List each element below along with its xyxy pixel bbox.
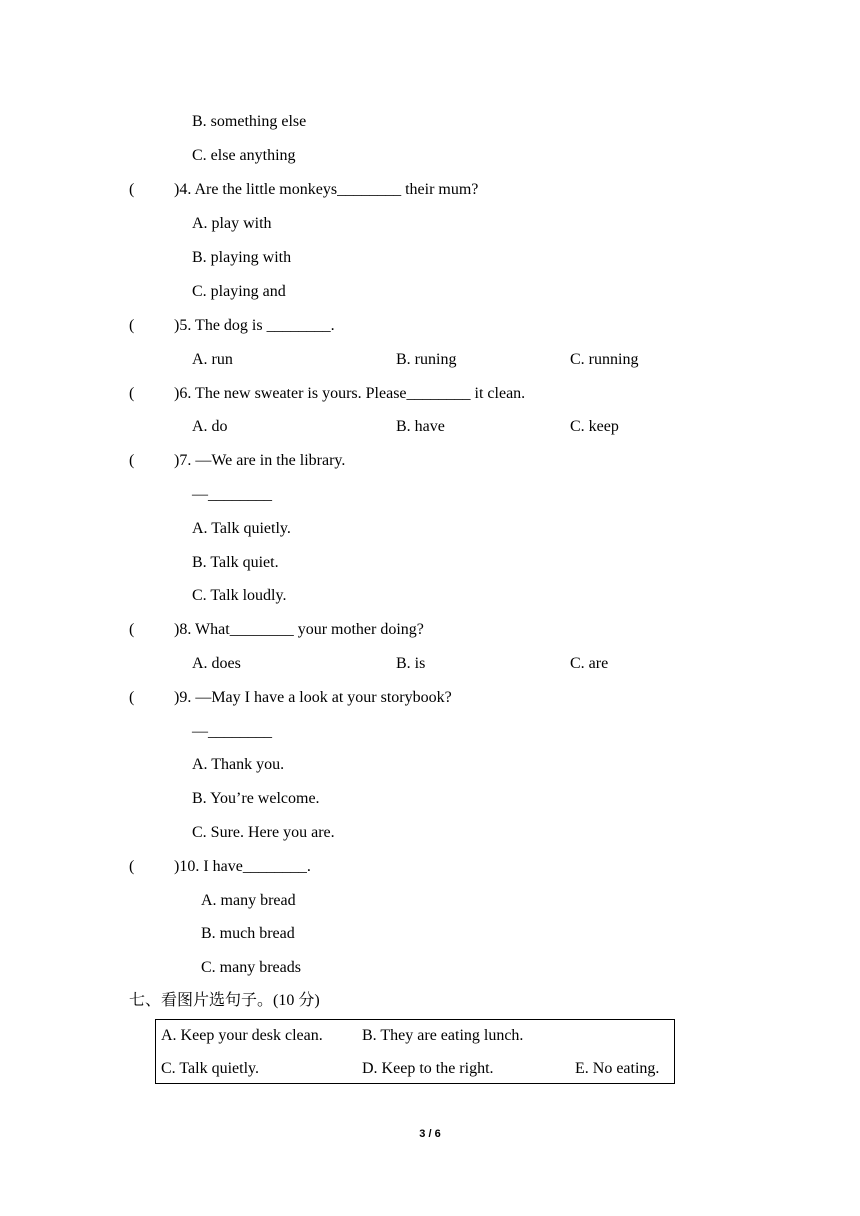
sentence-option-b: B. They are eating lunch. — [362, 1027, 524, 1044]
q7-option-b: B. Talk quiet. — [192, 554, 279, 571]
q10-stem: )10. I have________. — [174, 858, 311, 875]
sentence-option-e: E. No eating. — [575, 1060, 660, 1077]
q10-option-b: B. much bread — [201, 925, 295, 942]
q10-option-c: C. many breads — [201, 959, 301, 976]
q9-stem: )9. —May I have a look at your storybook? — [174, 689, 452, 706]
answer-paren: ( — [129, 317, 135, 334]
q6-stem: )6. The new sweater is yours. Please________ it clean. — [174, 385, 526, 402]
sentence-option-c: C. Talk quietly. — [161, 1060, 259, 1077]
answer-paren: ( — [129, 452, 135, 469]
q8-option-c: C. are — [570, 655, 609, 672]
page-number: 3 / 6 — [419, 1128, 441, 1140]
q4-option-b: B. playing with — [192, 249, 292, 266]
q8-stem: )8. What________ your mother doing? — [174, 621, 424, 638]
q4-option-c: C. playing and — [192, 283, 286, 300]
q6-option-a: A. do — [192, 418, 228, 435]
q3-option-b: B. something else — [192, 113, 307, 130]
q7-option-a: A. Talk quietly. — [192, 520, 291, 537]
section-7-title: 七、看图片选句子。(10 分) — [129, 992, 320, 1009]
q9-option-b: B. You’re welcome. — [192, 790, 320, 807]
q7-reply-blank: —________ — [192, 486, 272, 503]
q4-option-a: A. play with — [192, 215, 272, 232]
answer-paren: ( — [129, 621, 135, 638]
q10-option-a: A. many bread — [201, 892, 296, 909]
q6-option-c: C. keep — [570, 418, 619, 435]
q9-option-c: C. Sure. Here you are. — [192, 824, 335, 841]
answer-paren: ( — [129, 858, 135, 875]
q7-option-c: C. Talk loudly. — [192, 587, 287, 604]
q5-option-a: A. run — [192, 351, 233, 368]
q8-option-b: B. is — [396, 655, 426, 672]
q9-reply-blank: —________ — [192, 723, 272, 740]
q6-option-b: B. have — [396, 418, 445, 435]
sentence-option-a: A. Keep your desk clean. — [161, 1027, 323, 1044]
sentence-options-box — [155, 1019, 675, 1084]
q8-option-a: A. does — [192, 655, 241, 672]
answer-paren: ( — [129, 385, 135, 402]
q5-option-b: B. runing — [396, 351, 457, 368]
q7-stem: )7. —We are in the library. — [174, 452, 346, 469]
answer-paren: ( — [129, 181, 135, 198]
q9-option-a: A. Thank you. — [192, 756, 285, 773]
q5-stem: )5. The dog is ________. — [174, 317, 335, 334]
q3-option-c: C. else anything — [192, 147, 296, 164]
q4-stem: )4. Are the little monkeys________ their mum? — [174, 181, 479, 198]
answer-paren: ( — [129, 689, 135, 706]
q5-option-c: C. running — [570, 351, 639, 368]
sentence-option-d: D. Keep to the right. — [362, 1060, 494, 1077]
